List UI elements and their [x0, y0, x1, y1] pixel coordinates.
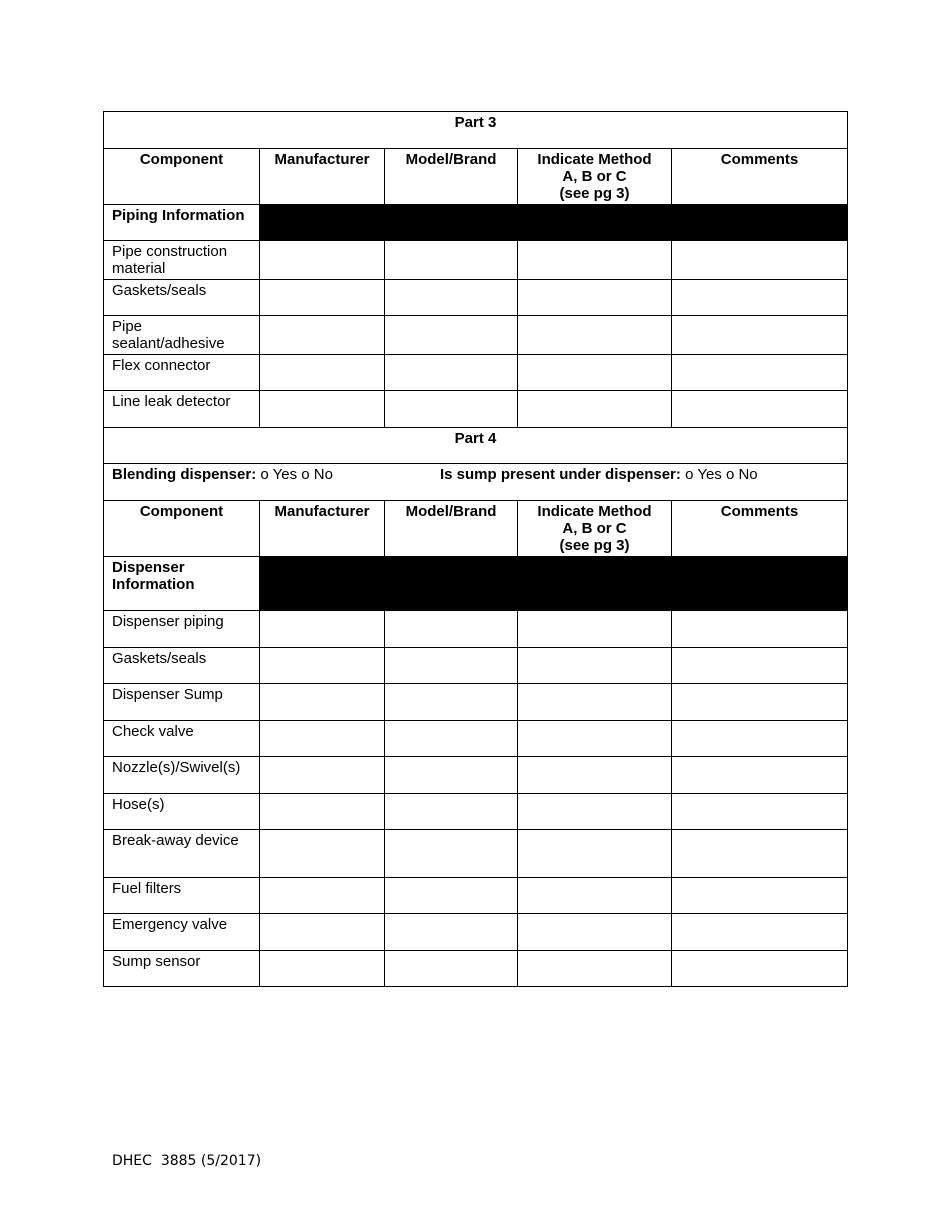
component-label: Pipe construction material	[104, 241, 260, 280]
model-brand-cell[interactable]	[385, 757, 518, 794]
manufacturer-cell[interactable]	[260, 757, 385, 794]
model-brand-cell[interactable]	[385, 794, 518, 830]
part3-title: Part 3	[104, 112, 848, 149]
part4-header-row	[104, 501, 848, 557]
manufacturer-cell[interactable]	[260, 721, 385, 757]
component-label: Sump sensor	[104, 951, 260, 987]
table-row	[104, 914, 848, 951]
manufacturer-cell[interactable]	[260, 355, 385, 391]
manufacturer-cell[interactable]	[260, 830, 385, 878]
manufacturer-cell[interactable]	[260, 794, 385, 830]
table-row	[104, 721, 848, 757]
table-row	[104, 355, 848, 391]
method-cell[interactable]	[518, 757, 672, 794]
piping-section-row	[104, 205, 848, 241]
model-brand-cell[interactable]	[385, 878, 518, 914]
sump-present-label: Is sump present under dispenser:	[440, 466, 681, 483]
part4-title-row	[104, 428, 848, 464]
table-row	[104, 794, 848, 830]
dispenser-information-label: Dispenser Information	[104, 557, 260, 611]
component-label: Flex connector	[104, 355, 260, 391]
dispenser-section-row	[104, 557, 848, 611]
model-brand-cell[interactable]	[385, 316, 518, 355]
comments-cell[interactable]	[672, 794, 848, 830]
model-brand-cell[interactable]	[385, 355, 518, 391]
method-cell[interactable]	[518, 391, 672, 428]
blending-yes-no-options[interactable]: o Yes o No	[260, 466, 333, 483]
method-cell[interactable]	[518, 241, 672, 280]
method-cell[interactable]	[518, 684, 672, 721]
comments-cell[interactable]	[672, 241, 848, 280]
component-label: Line leak detector	[104, 391, 260, 428]
form-number-footer: DHEC 3885 (5/2017)	[112, 1153, 262, 1169]
method-cell[interactable]	[518, 355, 672, 391]
table-row	[104, 878, 848, 914]
component-label: Pipe sealant/adhesive	[104, 316, 260, 355]
component-label: Dispenser Sump	[104, 684, 260, 721]
part4-title: Part 4	[104, 428, 848, 464]
component-label: Check valve	[104, 721, 260, 757]
method-cell[interactable]	[518, 721, 672, 757]
header-comments: Comments	[672, 501, 848, 557]
manufacturer-cell[interactable]	[260, 648, 385, 684]
comments-cell[interactable]	[672, 355, 848, 391]
header-model-brand: Model/Brand	[385, 501, 518, 557]
components-form-table	[103, 111, 848, 987]
model-brand-cell[interactable]	[385, 721, 518, 757]
manufacturer-cell[interactable]	[260, 611, 385, 648]
manufacturer-cell[interactable]	[260, 878, 385, 914]
header-indicate-method: Indicate Method A, B or C (see pg 3)	[518, 149, 672, 205]
header-model-brand: Model/Brand	[385, 149, 518, 205]
piping-information-label: Piping Information	[104, 205, 260, 241]
method-cell[interactable]	[518, 878, 672, 914]
method-cell[interactable]	[518, 611, 672, 648]
component-label: Dispenser piping	[104, 611, 260, 648]
manufacturer-cell[interactable]	[260, 316, 385, 355]
comments-cell[interactable]	[672, 611, 848, 648]
comments-cell[interactable]	[672, 757, 848, 794]
sump-present-group	[440, 466, 758, 483]
component-label: Nozzle(s)/Swivel(s)	[104, 757, 260, 794]
component-label: Fuel filters	[104, 878, 260, 914]
comments-cell[interactable]	[672, 830, 848, 878]
header-manufacturer: Manufacturer	[260, 501, 385, 557]
header-manufacturer: Manufacturer	[260, 149, 385, 205]
table-row	[104, 830, 848, 878]
model-brand-cell[interactable]	[385, 648, 518, 684]
manufacturer-cell[interactable]	[260, 241, 385, 280]
table-row	[104, 241, 848, 280]
table-row	[104, 316, 848, 355]
blacked-out-cells	[260, 205, 848, 241]
component-label: Hose(s)	[104, 794, 260, 830]
header-indicate-method: Indicate Method A, B or C (see pg 3)	[518, 501, 672, 557]
header-comments: Comments	[672, 149, 848, 205]
manufacturer-cell[interactable]	[260, 684, 385, 721]
model-brand-cell[interactable]	[385, 914, 518, 951]
part3-header-row	[104, 149, 848, 205]
model-brand-cell[interactable]	[385, 241, 518, 280]
blending-dispenser-label: Blending dispenser:	[112, 466, 257, 483]
method-cell[interactable]	[518, 280, 672, 316]
method-cell[interactable]	[518, 951, 672, 987]
table-row	[104, 611, 848, 648]
dispenser-options-cell	[104, 464, 848, 501]
model-brand-cell[interactable]	[385, 280, 518, 316]
table-row	[104, 757, 848, 794]
comments-cell[interactable]	[672, 316, 848, 355]
table-row	[104, 280, 848, 316]
comments-cell[interactable]	[672, 878, 848, 914]
dispenser-options-row	[104, 464, 848, 501]
manufacturer-cell[interactable]	[260, 951, 385, 987]
comments-cell[interactable]	[672, 721, 848, 757]
manufacturer-cell[interactable]	[260, 280, 385, 316]
model-brand-cell[interactable]	[385, 830, 518, 878]
comments-cell[interactable]	[672, 280, 848, 316]
table-row	[104, 951, 848, 987]
manufacturer-cell[interactable]	[260, 914, 385, 951]
component-label: Gaskets/seals	[104, 648, 260, 684]
comments-cell[interactable]	[672, 391, 848, 428]
comments-cell[interactable]	[672, 684, 848, 721]
blacked-out-cells	[260, 557, 848, 611]
sump-yes-no-options[interactable]: o Yes o No	[685, 466, 758, 483]
header-component: Component	[104, 149, 260, 205]
comments-cell[interactable]	[672, 951, 848, 987]
model-brand-cell[interactable]	[385, 391, 518, 428]
method-cell[interactable]	[518, 794, 672, 830]
method-cell[interactable]	[518, 830, 672, 878]
method-cell[interactable]	[518, 648, 672, 684]
component-label: Break-away device	[104, 830, 260, 878]
comments-cell[interactable]	[672, 914, 848, 951]
table-row	[104, 648, 848, 684]
manufacturer-cell[interactable]	[260, 391, 385, 428]
table-row	[104, 391, 848, 428]
table-row	[104, 684, 848, 721]
method-cell[interactable]	[518, 914, 672, 951]
model-brand-cell[interactable]	[385, 684, 518, 721]
part3-title-row	[104, 112, 848, 149]
comments-cell[interactable]	[672, 648, 848, 684]
header-component: Component	[104, 501, 260, 557]
method-cell[interactable]	[518, 316, 672, 355]
model-brand-cell[interactable]	[385, 611, 518, 648]
model-brand-cell[interactable]	[385, 951, 518, 987]
component-label: Gaskets/seals	[104, 280, 260, 316]
component-label: Emergency valve	[104, 914, 260, 951]
